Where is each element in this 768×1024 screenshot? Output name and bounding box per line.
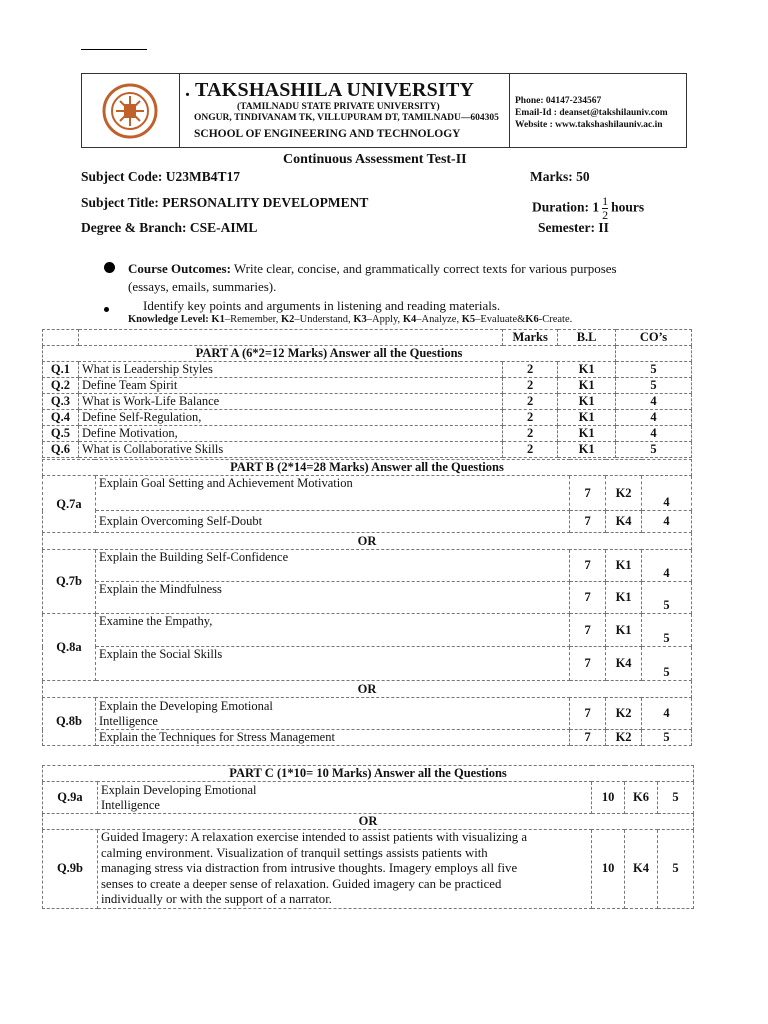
question-marks: 10: [592, 830, 625, 909]
table-row: [43, 442, 692, 458]
semester: Semester: II: [538, 220, 609, 235]
question-text: [95, 698, 569, 730]
table-row: [43, 614, 692, 647]
bullet-icon: [104, 262, 115, 273]
table-row: [43, 782, 694, 814]
question-text-line: Explain Developing Emotional: [100, 782, 257, 797]
table-row: [43, 698, 692, 730]
school-name: SCHOOL OF ENGINEERING AND TECHNOLOGY: [194, 128, 461, 140]
question-co: 4: [616, 426, 692, 442]
question-number: Q.9a: [43, 782, 98, 814]
table-row: [43, 476, 692, 511]
question-marks: 2: [503, 394, 558, 410]
question-text: Explain the Mindfulness: [95, 582, 569, 614]
question-marks: 2: [503, 378, 558, 394]
or-divider: OR: [43, 681, 692, 698]
table-row: [43, 830, 694, 909]
duration: [532, 195, 644, 222]
email: Email-Id : deanset@takshilauniv.com: [515, 108, 668, 118]
question-bl: K1: [558, 378, 616, 394]
kl-desc: –Understand,: [294, 314, 354, 325]
question-text-line: Intelligence: [98, 713, 158, 728]
question-text-line: calming environment. Visualization of tranquil settings assists patients with: [100, 845, 488, 860]
or-divider: OR: [43, 814, 694, 830]
knowledge-levels: [128, 314, 572, 325]
question-text: Define Motivation,: [78, 426, 502, 442]
question-co: 5: [658, 830, 694, 909]
table-row: [43, 511, 692, 533]
question-number: Q.8b: [43, 698, 96, 746]
course-outcome-1: [128, 258, 673, 279]
kl-desc: –Apply,: [366, 314, 403, 325]
question-text: Define Self-Regulation,: [78, 410, 502, 426]
top-rule: [81, 49, 147, 50]
question-marks: 7: [570, 730, 606, 746]
university-logo-icon: [82, 74, 179, 147]
question-text: Explain Overcoming Self-Doubt: [95, 511, 569, 533]
question-marks: 2: [503, 442, 558, 458]
question-marks: 7: [570, 614, 606, 647]
kl-code: K3: [353, 314, 367, 325]
university-name: . TAKSHASHILA UNIVERSITY: [185, 79, 475, 101]
kl-desc: -Create.: [538, 314, 573, 325]
question-number: Q.7b: [43, 550, 96, 614]
marks-header: Marks: [503, 330, 558, 346]
kl-desc: –Evaluate&: [475, 314, 526, 325]
question-number: Q.6: [43, 442, 79, 458]
question-bl: K2: [606, 730, 642, 746]
question-number: Q.8a: [43, 614, 96, 681]
question-bl: K6: [625, 782, 658, 814]
cos-header: CO’s: [616, 330, 692, 346]
question-marks: 10: [592, 782, 625, 814]
total-marks: Marks: 50: [530, 169, 590, 184]
website: Website : www.takshashilauniv.ac.in: [515, 120, 663, 130]
part-c-table: [42, 765, 694, 909]
question-number: Q.7a: [43, 476, 96, 533]
question-text: Define Team Spirit: [78, 378, 502, 394]
question-bl: K2: [606, 698, 642, 730]
university-header: [81, 73, 687, 148]
table-row: [43, 394, 692, 410]
question-bl: K1: [558, 394, 616, 410]
kl-code: K2: [280, 314, 295, 325]
question-co: 4: [616, 394, 692, 410]
question-co: 5: [658, 782, 694, 814]
contact-cell: [509, 74, 687, 147]
question-number: Q.1: [43, 362, 79, 378]
question-co: 4: [642, 698, 692, 730]
question-bl: K1: [606, 550, 642, 582]
question-number: Q.2: [43, 378, 79, 394]
kl-code: K5: [461, 314, 476, 325]
question-bl: K1: [606, 614, 642, 647]
part-c-title: PART C (1*10= 10 Marks) Answer all the Questions: [43, 766, 694, 782]
question-marks: 7: [570, 698, 606, 730]
question-marks: 7: [570, 511, 606, 533]
question-text: What is Leadership Styles: [78, 362, 502, 378]
table-header-row: [43, 330, 692, 346]
part-a-table: [42, 329, 692, 458]
question-number: Q.3: [43, 394, 79, 410]
duration-denominator: 2: [602, 208, 609, 222]
question-bl: K2: [606, 476, 642, 511]
table-row: [43, 550, 692, 582]
question-marks: 7: [570, 582, 606, 614]
question-text: What is Work-Life Balance: [78, 394, 502, 410]
knowledge-prefix: Knowledge Level:: [128, 314, 212, 325]
question-text: [97, 830, 591, 909]
kl-code: K1: [211, 314, 225, 325]
question-marks: 2: [503, 362, 558, 378]
university-address: ONGUR, TINDIVANAM TK, VILLUPURAM DT, TAMILNADU—604305: [194, 113, 499, 123]
kl-desc: –Analyze,: [416, 314, 462, 325]
question-number: Q.9b: [43, 830, 98, 909]
table-row: [43, 362, 692, 378]
question-co: 5: [642, 582, 692, 614]
question-co: 4: [642, 550, 692, 582]
question-co: 4: [616, 410, 692, 426]
table-row: [43, 647, 692, 681]
part-a-title: PART A (6*2=12 Marks) Answer all the Questions: [43, 346, 616, 362]
test-title: Continuous Assessment Test-II: [283, 152, 467, 167]
question-co: 4: [642, 511, 692, 533]
course-outcome-2: Identify key points and arguments in listening and reading materials.: [143, 298, 501, 313]
question-marks: 2: [503, 426, 558, 442]
question-bl: K4: [606, 647, 642, 681]
question-text: [97, 782, 591, 814]
question-marks: 7: [570, 647, 606, 681]
question-bl: K1: [606, 582, 642, 614]
question-bl: K4: [625, 830, 658, 909]
subject-code: Subject Code: U23MB4T17: [81, 169, 240, 184]
question-text: Explain Goal Setting and Achievement Motivation: [95, 476, 569, 511]
question-co: 5: [616, 362, 692, 378]
kl-code: K6: [525, 314, 539, 325]
duration-label: Duration: 1: [532, 199, 600, 215]
question-text: What is Collaborative Skills: [78, 442, 502, 458]
question-bl: K1: [558, 426, 616, 442]
course-outcome-1-cont: (essays, emails, summaries).: [128, 279, 277, 294]
table-row: [43, 410, 692, 426]
question-text-line: Guided Imagery: A relaxation exercise intended to assist patients with visualizing a: [100, 830, 528, 844]
question-co: 5: [642, 614, 692, 647]
kl-desc: –Remember,: [224, 314, 281, 325]
bl-header: B.L: [558, 330, 616, 346]
table-row: [43, 378, 692, 394]
question-text: Explain the Techniques for Stress Management: [95, 730, 569, 746]
question-bl: K1: [558, 442, 616, 458]
university-subtitle: (TAMILNADU STATE PRIVATE UNIVERSITY): [237, 102, 440, 112]
question-co: 4: [642, 476, 692, 511]
table-row: [43, 582, 692, 614]
question-bl: K1: [558, 410, 616, 426]
question-bl: K4: [606, 511, 642, 533]
question-co: 5: [642, 647, 692, 681]
question-marks: 2: [503, 410, 558, 426]
degree-branch: Degree & Branch: CSE-AIML: [81, 220, 258, 235]
duration-unit: hours: [611, 199, 645, 215]
question-text: Explain the Building Self-Confidence: [95, 550, 569, 582]
small-bullet-icon: [104, 307, 109, 312]
question-text-line: senses to create a deeper sense of relaxation. Guided imagery can be practiced: [100, 876, 502, 891]
course-outcome-text: Write clear, concise, and grammatically correct texts for various purposes: [233, 261, 617, 276]
question-text: Explain the Social Skills: [95, 647, 569, 681]
question-co: 5: [642, 730, 692, 746]
question-number: Q.4: [43, 410, 79, 426]
course-outcomes-label: Course Outcomes:: [128, 261, 231, 276]
subject-title: Subject Title: PERSONALITY DEVELOPMENT: [81, 195, 369, 210]
duration-numerator: 1: [602, 194, 609, 208]
question-co: 5: [616, 378, 692, 394]
logo-cell: [82, 74, 180, 147]
question-number: Q.5: [43, 426, 79, 442]
question-text: Examine the Empathy,: [95, 614, 569, 647]
question-bl: K1: [558, 362, 616, 378]
part-b-title: PART B (2*14=28 Marks) Answer all the Questions: [43, 460, 692, 476]
phone: Phone: 04147-234567: [515, 96, 602, 106]
table-row: [43, 426, 692, 442]
part-b-table: [42, 459, 692, 746]
kl-code: K4: [402, 314, 417, 325]
table-row: [43, 730, 692, 746]
question-text-line: individually or with the support of a narrator.: [100, 892, 332, 906]
or-divider: OR: [43, 533, 692, 550]
question-text-line: managing stress via distraction from intrusive thoughts. Imagery employs all five: [100, 861, 518, 875]
question-marks: 7: [570, 550, 606, 582]
question-text-line: Intelligence: [100, 797, 160, 812]
question-co: 5: [616, 442, 692, 458]
question-marks: 7: [570, 476, 606, 511]
question-text-line: Explain the Developing Emotional: [98, 698, 273, 713]
